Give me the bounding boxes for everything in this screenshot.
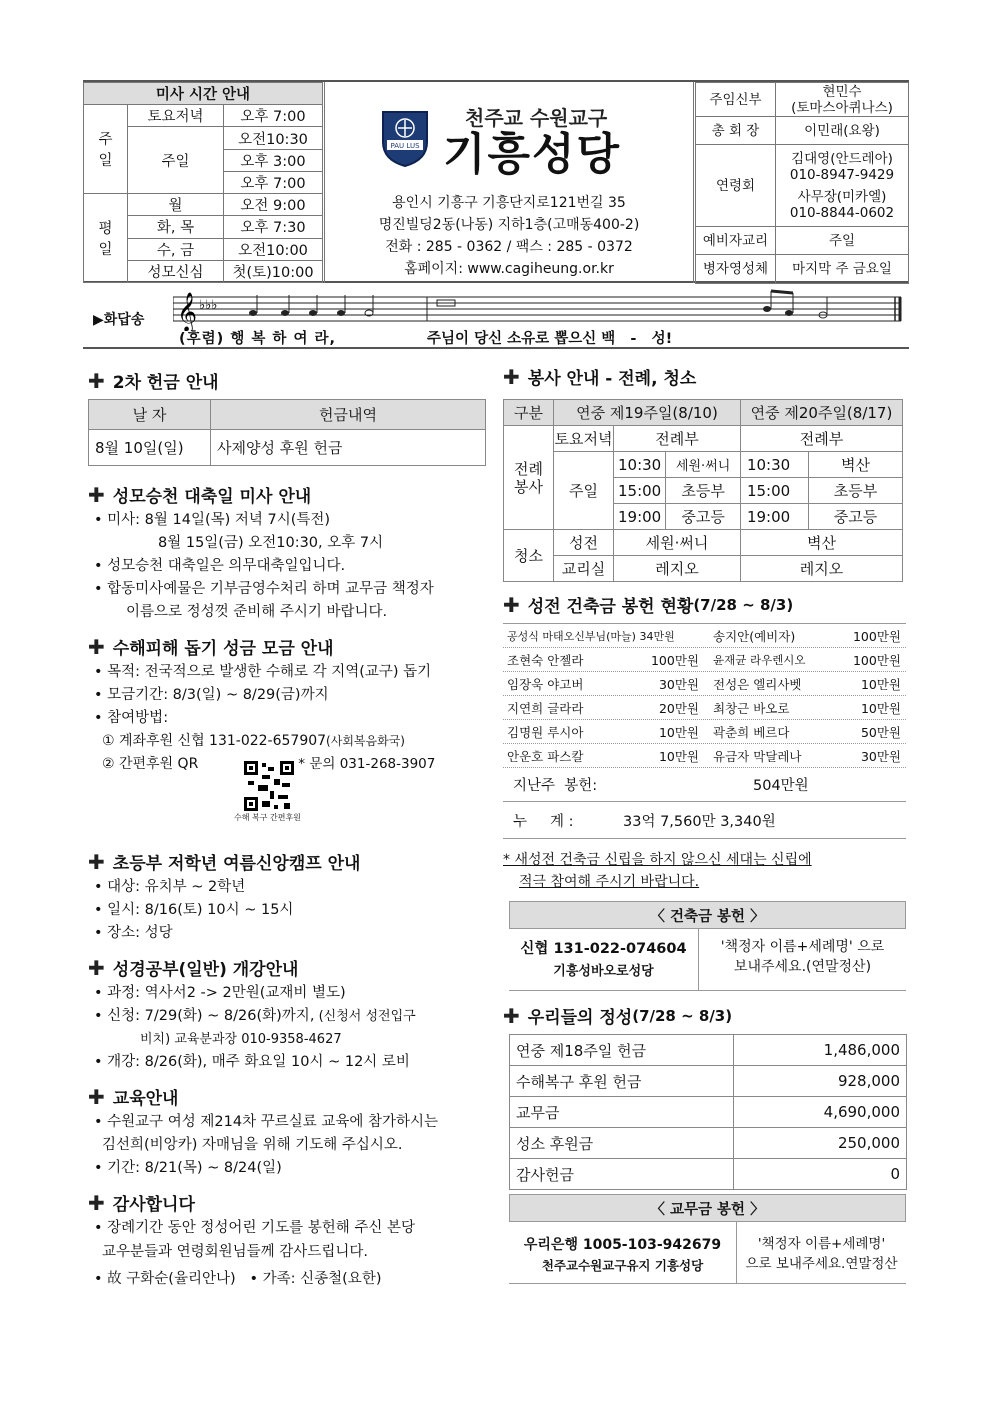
list-item: • 과정: 역사서2 -> 2만원(교재비 별도) [94, 985, 346, 1001]
offering-content: 사제양성 후원 헌금 [211, 430, 486, 466]
row-label: 토요저녁 [554, 426, 614, 452]
dues-account-title: 〈 교무금 봉헌 〉 [509, 1194, 906, 1222]
info-label: 주임신부 [696, 83, 776, 117]
info-label: 총 회 장 [696, 117, 776, 145]
flood-list [94, 661, 488, 829]
note-line: * 새성전 건축금 신립을 하지 않으신 세대는 신립에 [503, 852, 812, 868]
service-time: 19:00 [614, 504, 666, 530]
council-name: 이민래(요왕) [776, 117, 909, 145]
offerings-table [509, 1034, 907, 1190]
parish-info-table [695, 82, 909, 284]
service-group: 벽산 [808, 452, 902, 478]
donor-amount: 30만원 [658, 676, 699, 692]
donor-name: 공성식 마태오신부님(마늘) 34만원 [507, 629, 675, 643]
diocese-name: 천주교 수원교구 [465, 106, 608, 130]
plus-icon: ✚ [88, 482, 105, 507]
donor-name: 송지안(예비자) [713, 628, 796, 644]
mass-day: 월 [128, 194, 224, 216]
list-item: • 기간: 8/21(목) ~ 8/24(일) [94, 1160, 282, 1176]
section-heading [503, 1003, 906, 1028]
offering-amount: 1,486,000 [734, 1035, 907, 1066]
mass-day: 화, 목 [128, 216, 224, 238]
section-heading [88, 634, 488, 659]
section-heading [88, 1084, 488, 1109]
dues-account [509, 1222, 906, 1284]
list-item: • 모금기간: 8/3(일) ~ 8/29(금)까지 [94, 687, 329, 703]
assoc-tel: 010-8844-0602 [789, 204, 895, 221]
plus-icon: ✚ [503, 364, 520, 389]
address-line: 용인시 기흥구 기흥단지로121번길 35 [392, 195, 626, 211]
list-item: 8월 15일(금) 오전10:30, 오후 7시 [158, 535, 384, 551]
parish-logo-icon [381, 108, 429, 168]
info-label: 예비자교리 [696, 227, 776, 255]
plus-icon: ✚ [88, 634, 105, 659]
service-group: 중고등 [808, 504, 902, 530]
donor-amount: 10만원 [860, 676, 901, 692]
donor-amount: 30만원 [860, 748, 901, 764]
plus-icon: ✚ [503, 592, 520, 617]
total-label: 누 계 : [513, 813, 574, 830]
section-title: 성전 건축금 봉헌 현황 [527, 597, 694, 617]
donor-name: 유금자 막달레나 [713, 748, 802, 764]
service-time: 19:00 [740, 504, 808, 530]
section-heading [88, 955, 488, 980]
donor-amount: 50만원 [860, 724, 901, 740]
note-line: 적극 참여해 주시기 바랍니다. [519, 874, 700, 890]
list-item: • 참여방법: [94, 710, 169, 726]
account-line: ① 계좌후원 신협 131-022-657907 [102, 733, 327, 749]
pastor-name: 현민수 [822, 83, 862, 100]
list-item: 비치) 교육분과장 010-9358-4627 [140, 1032, 342, 1047]
plus-icon: ✚ [88, 849, 105, 874]
section-title: 2차 헌금 안내 [112, 373, 219, 393]
section-title: 성경공부(일반) 개강안내 [112, 960, 299, 980]
info-label: 연령회 [696, 145, 776, 227]
service-group: 초등부 [808, 478, 902, 504]
donor-amount: 10만원 [658, 724, 699, 740]
pastor-baptism: (토마스아퀴나스) [791, 99, 893, 116]
offering-label: 수해복구 후원 헌금 [510, 1066, 734, 1097]
account-number[interactable]: 신협 131-022-074604 [520, 941, 687, 957]
mass-time: 오후 3:00 [224, 149, 323, 171]
service-time: 10:30 [614, 452, 666, 478]
offering-label: 연중 제18주일 헌금 [510, 1035, 734, 1066]
phone-line: 전화 : 285 - 0362 / 팩스 : 285 - 0372 [385, 239, 633, 255]
svg-text:𝄞: 𝄞 [177, 292, 198, 331]
plus-icon: ✚ [88, 1084, 105, 1109]
donor-amount: 100만원 [852, 628, 901, 644]
mass-table-title: 미사 시간 안내 [84, 83, 323, 105]
account-note: 으로 보내주세요.연말정산 [745, 1256, 898, 1272]
svg-text:♭♭♭: ♭♭♭ [199, 298, 218, 313]
donor-name: 최창근 바오로 [713, 700, 790, 716]
info-label: 병자영성체 [696, 255, 776, 284]
service-time: 15:00 [740, 478, 808, 504]
list-item: 이름으로 정성껏 준비해 주시기 바랍니다. [126, 604, 388, 620]
list-item: 김선희(비앙카) 자매님을 위해 기도해 주십시오. [102, 1137, 403, 1153]
list-item: • 목적: 전국적으로 발생한 수해로 각 지역(교구) 돕기 [94, 664, 432, 680]
offering-label: 성소 후원금 [510, 1128, 734, 1159]
parish-contact [325, 192, 693, 280]
table-header: 연중 제20주일(8/17) [740, 400, 902, 426]
mass-day: 수, 금 [128, 238, 224, 260]
section-heading [503, 592, 906, 617]
list-item: • 미사: 8월 14일(목) 저녁 7시(특전) [94, 512, 331, 528]
mass-day: 주일 [128, 127, 224, 194]
service-group: 세원·써니 [666, 452, 741, 478]
list-item-note: (신청서 성전입구 [314, 1009, 416, 1024]
assoc-tel: 010-8947-9429 [789, 166, 895, 183]
assumption-list [94, 509, 488, 624]
section-period: (7/28 ~ 8/3) [693, 595, 794, 614]
account-note: '책정자 이름+세례명' 으로 [720, 939, 885, 955]
psalm-lyrics-2: 주님이 당신 소유로 뽑으신 백 - 성! [427, 331, 673, 347]
account-number[interactable]: 우리은행 1005-103-942679 [523, 1237, 722, 1253]
donor-name: 전성은 엘리사벳 [713, 676, 802, 692]
homepage-line: 홈페이지: www.cagiheung.or.kr [404, 261, 614, 277]
plus-icon: ✚ [88, 1190, 105, 1215]
section-title: 초등부 저학년 여름신앙캠프 안내 [112, 854, 361, 874]
section-title: 교육안내 [112, 1089, 179, 1109]
service-group: 벽산 [740, 530, 902, 556]
mass-time: 오전10:30 [224, 127, 323, 149]
offering-date: 8월 10일(일) [89, 430, 211, 466]
section-period: (7/28 ~ 8/3) [632, 1006, 733, 1025]
list-item: • 일시: 8/16(토) 10시 ~ 15시 [94, 902, 294, 918]
donor-amount: 10만원 [658, 748, 699, 764]
table-header: 연중 제19주일(8/10) [554, 400, 741, 426]
offering-amount: 250,000 [734, 1128, 907, 1159]
list-item: • 수원교구 여성 제214차 꾸르실료 교육에 참가하시는 [94, 1114, 439, 1130]
list-item: • 성모승천 대축일은 의무대축일입니다. [94, 558, 346, 574]
donor-name: 안운호 파스칼 [507, 748, 584, 764]
list-item: • 故 구화순(율리안나) • 가족: 신종철(요한) [94, 1271, 382, 1287]
parish-name: 기흥성당 [443, 129, 622, 180]
psalm-response [83, 283, 909, 349]
total-amount: 33억 7,560만 3,340원 [623, 813, 776, 830]
row-label: 교리실 [554, 556, 614, 582]
music-staff-icon [173, 289, 903, 331]
service-group: 레지오 [614, 556, 741, 582]
qr-code-icon[interactable] [244, 761, 294, 811]
inquiry-line: * 문의 031-268-3907 [298, 756, 436, 772]
donor-name: 임장욱 야고버 [507, 676, 584, 692]
donor-amount: 100만원 [650, 652, 699, 668]
weekday-label: 평 일 [84, 194, 128, 283]
donor-amount: 100만원 [852, 652, 901, 668]
mass-day: 토요저녁 [128, 105, 224, 127]
qr-caption: 수해 복구 간편후원 [234, 813, 301, 822]
service-group: 세원·써니 [614, 530, 741, 556]
donor-name: 지연희 글라라 [507, 700, 584, 716]
service-group: 중고등 [666, 504, 741, 530]
donor-amount: 10만원 [860, 700, 901, 716]
mass-time-table [83, 82, 323, 283]
mass-time: 오후 7:00 [224, 105, 323, 127]
account-note: 보내주세요.(연말정산) [733, 959, 872, 975]
mass-time: 오후 7:30 [224, 216, 323, 238]
list-item: • 장례기간 동안 정성어린 기도를 봉헌해 주신 본당 [94, 1220, 415, 1236]
building-account-title: 〈 건축금 봉헌 〉 [509, 901, 906, 929]
camp-list [94, 876, 488, 945]
sick-value: 마지막 주 금요일 [776, 255, 909, 284]
bible-list [94, 982, 488, 1074]
service-group: 전례부 [740, 426, 902, 452]
account-note: '책정자 이름+세례명' [757, 1236, 886, 1252]
section-title: 봉사 안내 - 전례, 청소 [527, 369, 697, 389]
donor-name: 윤재균 라우렌시오 [713, 652, 806, 667]
building-donors [503, 623, 906, 839]
row-group-label: 전례 봉사 [504, 426, 554, 530]
mass-time: 오전 9:00 [224, 194, 323, 216]
second-offering-table [88, 399, 486, 466]
service-group: 전례부 [614, 426, 741, 452]
service-time: 10:30 [740, 452, 808, 478]
service-time: 15:00 [614, 478, 666, 504]
section-heading [88, 368, 488, 393]
row-label: 주일 [554, 452, 614, 530]
service-group: 레지오 [740, 556, 902, 582]
edu-list [94, 1111, 488, 1180]
list-item: • 장소: 성당 [94, 925, 173, 941]
left-column [88, 368, 488, 1293]
offering-label: 감사헌금 [510, 1159, 734, 1190]
row-group-label: 청소 [504, 530, 554, 582]
section-title: 감사합니다 [112, 1195, 195, 1215]
assoc-name: 사무장(미카엘) [797, 188, 887, 205]
row-label: 성전 [554, 530, 614, 556]
qr-line: ② 간편후원 QR [102, 756, 199, 772]
catechism-value: 주일 [776, 227, 909, 255]
account-note: (사회복음화국) [326, 734, 405, 748]
mass-time: 오후 7:00 [224, 171, 323, 193]
psalm-lyrics-1: (후렴) 행 복 하 여 라, [179, 331, 337, 347]
weekly-label: 지난주 봉헌: [513, 778, 598, 794]
building-account [509, 929, 906, 991]
account-holder: 기흥성바오로성당 [553, 964, 654, 979]
donor-name: 조현숙 안젤라 [507, 652, 584, 668]
service-table [503, 399, 903, 582]
table-header: 날 자 [89, 400, 211, 430]
list-item: • 대상: 유치부 ~ 2학년 [94, 879, 246, 895]
mass-time: 오전10:00 [224, 238, 323, 260]
section-heading [88, 849, 488, 874]
mass-day: 성모신심 [128, 260, 224, 282]
section-title: 수해피해 돕기 성금 모금 안내 [112, 639, 334, 659]
building-note [503, 849, 906, 893]
plus-icon: ✚ [503, 1003, 520, 1028]
section-heading [88, 1190, 488, 1215]
table-header: 헌금내역 [211, 400, 486, 430]
offering-amount: 928,000 [734, 1066, 907, 1097]
address-line: 명진빌딩2동(나동) 지하1층(고매동400-2) [378, 217, 640, 233]
list-item: 교우분들과 연령회원님들께 감사드립니다. [102, 1244, 368, 1260]
table-header: 구분 [504, 400, 554, 426]
section-heading [503, 364, 906, 389]
plus-icon: ✚ [88, 368, 105, 393]
section-title: 성모승천 대축일 미사 안내 [112, 487, 312, 507]
sunday-label: 주 일 [84, 105, 128, 194]
section-heading [88, 482, 488, 507]
donor-name: 김명원 루시아 [507, 724, 584, 740]
list-item: • 신청: 7/29(화) ~ 8/26(화)까지, [94, 1008, 315, 1024]
plus-icon: ✚ [88, 955, 105, 980]
mass-time: 첫(토)10:00 [224, 260, 323, 282]
offering-label: 교무금 [510, 1097, 734, 1128]
thanks-list [94, 1217, 488, 1293]
list-item: • 합동미사예물은 기부금영수처리 하며 교무금 책정자 [94, 581, 434, 597]
parish-title-block [324, 82, 694, 283]
right-column [503, 364, 906, 1284]
service-group: 초등부 [666, 478, 741, 504]
section-title: 우리들의 정성 [527, 1008, 633, 1028]
bulletin-header [83, 80, 909, 283]
account-holder: 천주교수원교구유지 기흥성당 [541, 1258, 704, 1273]
assoc-name: 김대영(안드레아) [791, 150, 893, 167]
svg-text:PAU LUS: PAU LUS [390, 142, 420, 150]
offering-amount: 0 [734, 1159, 907, 1190]
offering-amount: 4,690,000 [734, 1097, 907, 1128]
psalm-label: ▶화답송 [93, 312, 145, 328]
donor-name: 곽춘희 베르다 [713, 724, 790, 740]
list-item: • 개강: 8/26(화), 매주 화요일 10시 ~ 12시 로비 [94, 1054, 410, 1070]
donor-amount: 20만원 [658, 700, 699, 716]
weekly-amount: 504만원 [753, 778, 809, 794]
